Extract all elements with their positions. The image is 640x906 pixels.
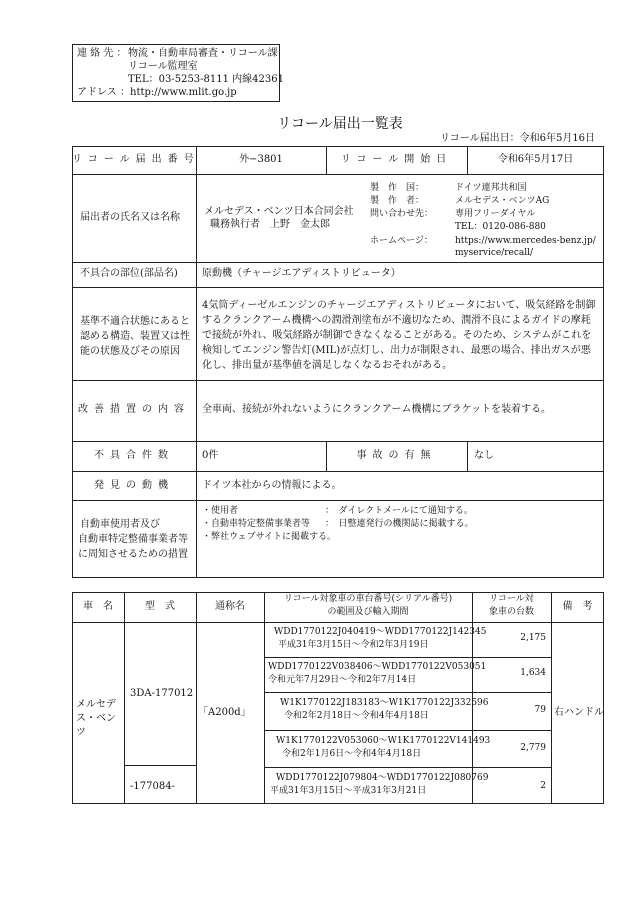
condition-label-2: 認める構造、装置又は性: [80, 331, 190, 342]
import-period: 令和2年2月18日〜令和4年4月18日: [284, 711, 429, 721]
vehicle-maker: メルセデス・ベンツ: [76, 699, 116, 738]
address-url[interactable]: ：http://www.mlit.go.jp: [120, 87, 237, 98]
page-title: リコール届出一覧表: [277, 116, 403, 132]
header-range-1: リコール対象車の車台番号(シリアル番号): [283, 594, 453, 604]
filing-date: リコール届出日：令和6年5月16日: [440, 133, 596, 144]
applicant-officer: 職務執行者 上野 金太郎: [210, 219, 330, 230]
recall-start-value: 令和6年5月17日: [497, 154, 574, 165]
defect-count-value: 0件: [202, 450, 219, 461]
homepage-label: ホームページ：: [370, 236, 433, 246]
import-period: 令和元年7月29日〜令和2年7月14日: [268, 675, 417, 685]
serial-range: W1K1770122V053060〜W1K1770122V141493: [276, 736, 491, 746]
defect-count-label: 不具合件数: [94, 450, 174, 461]
table-row: [264, 730, 551, 767]
serial-range: WDD1770122J079804〜WDD1770122J080769: [276, 773, 489, 783]
contact-dept: 物流・自動車局審査・リコール課: [128, 48, 278, 59]
notice-garage: ・自動車特定整備事業者等: [202, 519, 311, 529]
header-count-2: 象車の台数: [488, 607, 534, 617]
homepage-url-2[interactable]: myservice/recall/: [455, 248, 534, 258]
remedy-text: 全車両、接続が外れないようにクランクアーム機構にブラケットを装着する。: [202, 404, 551, 415]
remedy-label: 改善措置の内容: [78, 404, 190, 415]
inquiry-value: 専用フリーダイヤル: [455, 209, 536, 219]
inquiry-tel: TEL：0120-086-880: [455, 222, 546, 232]
notice-label-1: 自動車使用者及び: [80, 519, 160, 530]
import-period: 令和2年1月6日〜令和4年4月18日: [282, 749, 422, 759]
condition-label-1: 基準不適合状態にあると: [80, 316, 190, 327]
notice-user-method: ： ダイレクトメールにて通知する。: [325, 506, 473, 516]
table-row: [264, 692, 551, 730]
accident-label: 事故の有無: [356, 450, 437, 461]
serial-range: WDD1770122J040419〜WDD1770122J142345: [274, 627, 487, 637]
table-row: [264, 622, 551, 657]
maker-country-value: ドイツ連邦共和国: [455, 183, 527, 193]
condition-label-3: 能の状態及びその原因: [80, 346, 180, 357]
contact-label: 連 絡 先 ：: [77, 48, 127, 59]
header-common-name: 通称名: [215, 601, 245, 612]
vehicle-model-main: 3DA-177012: [130, 688, 194, 699]
recall-number-label: リコール届出番号: [72, 154, 200, 165]
notice-label-2: 自動車特定整備事業者等: [78, 534, 188, 545]
homepage-url-1[interactable]: https://www.mercedes-benz.jp/: [455, 236, 596, 246]
vehicle-count: 2: [540, 781, 546, 791]
defect-part-value: 原動機（チャージエアディストリビュータ）: [202, 268, 401, 279]
inquiry-label: 問い合わせ先：: [370, 209, 434, 219]
condition-text: 4気筒ディーゼルエンジンのチャージエアディストリビュータにおいて、吸気経路を制御するクランクアーム機構への潤滑剤塗布が不適切なため、潤滑不良によるガイドの摩耗で接続が外れ、吸気経路が制御できなくなることがある。そのため、システムがこれを検知してエンジン警告灯(MIL)が点灯し、出力が制限され、最悪の場合、排出ガスが悪化し、排出量が基準値を満足しなくなるおそれがある。: [202, 300, 596, 371]
table-row: [264, 657, 551, 692]
producer-value: メルセデス・ベンツAG: [455, 196, 550, 206]
table-row: [264, 767, 551, 804]
vehicle-count: 2,175: [520, 633, 546, 643]
header-maker: 車 名: [83, 601, 113, 612]
header-model: 型 式: [145, 601, 175, 612]
accident-value: なし: [474, 450, 494, 461]
recall-number-value: 外−3801: [239, 154, 283, 165]
discovery-value: ドイツ本社からの情報による。: [202, 480, 342, 491]
notice-garage-method: ： 日整連発行の機関誌に掲載する。: [325, 519, 474, 529]
maker-country-label: 製 作 国：: [370, 183, 425, 193]
address-label: アドレス: [77, 87, 117, 98]
applicant-label: 届出者の氏名又は名称: [80, 212, 180, 223]
defect-part-label: 不具合の部位(部品名): [80, 268, 178, 279]
header-range-2: の範囲及び輸入期間: [327, 607, 409, 617]
serial-range: W1K1770122J183183〜W1K1770122J332596: [280, 698, 489, 708]
import-period: 平成31年3月15日〜令和2年3月19日: [278, 640, 429, 650]
vehicle-remarks: 右ハンドル: [554, 707, 604, 718]
import-period: 平成31年3月15日〜平成31年3月21日: [270, 786, 427, 796]
notice-website: ・弊社ウェブサイトに掲載する。: [202, 532, 337, 542]
producer-label: 製 作 者：: [370, 196, 425, 206]
vehicle-count: 2,779: [520, 743, 546, 753]
vehicle-count: 79: [534, 705, 546, 715]
serial-range: WDD1770122V038406〜WDD1770122V053051: [268, 662, 487, 672]
vehicle-model-sub: -177084-: [130, 781, 175, 792]
header-remarks: 備 考: [562, 601, 593, 612]
discovery-label: 発見の動機: [94, 480, 174, 491]
notice-label-3: に周知させるための措置: [78, 549, 188, 560]
contact-office: リコール監理室: [128, 61, 198, 72]
applicant-company: メルセデス・ベンツ日本合同会社: [204, 206, 354, 217]
vehicle-common-name: 「A200d」: [198, 707, 251, 718]
vehicle-count: 1,634: [520, 668, 546, 678]
recall-start-label: リコール開始日: [340, 154, 453, 165]
contact-tel: TEL：03-5253-8111 内線42361: [128, 74, 284, 85]
notice-user: ・使用者: [202, 506, 239, 516]
header-count-1: リコール対: [489, 594, 534, 604]
